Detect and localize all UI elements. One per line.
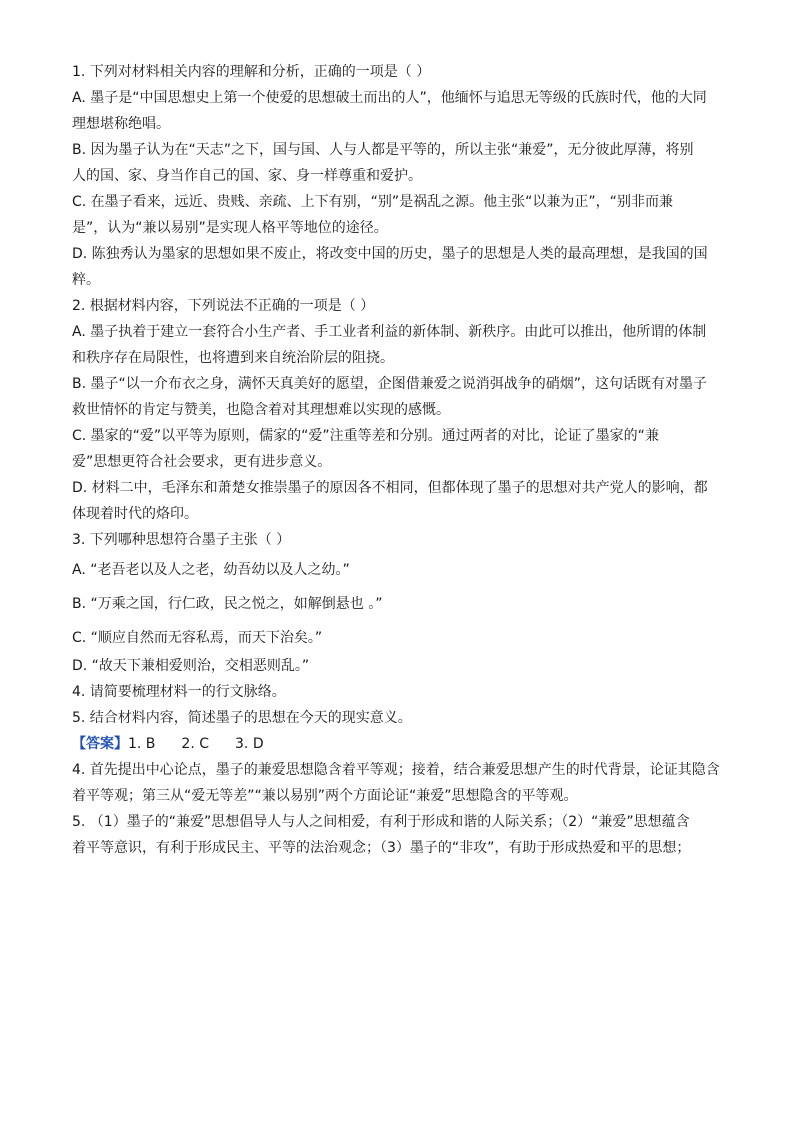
q2-option-b-line-1: B. 墨子“以一介布衣之身，满怀天真美好的愿望，企图借兼爱之说消弭战争的硝烟”，这句话既有对墨子 bbox=[72, 376, 708, 392]
q2-option-d-line-2: 体现着时代的烙印。 bbox=[72, 506, 198, 522]
q1-option-c-line-1: C. 在墨子看来，远近、贵贱、亲疏、上下有别，“别”是祸乱之源。他主张“以兼为正”，“别非而兼 bbox=[72, 194, 673, 210]
q3-option-c: C. “顺应自然而无容私焉，而天下治矣。” bbox=[72, 630, 323, 646]
q1-option-d-line-2: 粹。 bbox=[72, 272, 100, 288]
answer-3: 3. D bbox=[235, 736, 264, 752]
question-4: 4. 请简要梳理材料一的行文脉络。 bbox=[72, 684, 286, 700]
document-page bbox=[72, 62, 722, 858]
q3-option-b: B. “万乘之国，行仁政，民之悦之，如解倒悬也 。” bbox=[72, 596, 383, 612]
q1-option-a-line-1: A. 墨子是“中国思想史上第一个使爱的思想破土而出的人”，他缅怀与追思无等级的氏族时代，他的大同 bbox=[72, 90, 707, 106]
q2-option-d-line-1: D. 材料二中，毛泽东和萧楚女推崇墨子的原因各不相同，但都体现了墨子的思想对共产党人的影响，都 bbox=[72, 480, 708, 496]
q2-option-c-line-1: C. 墨家的“爱”以平等为原则，儒家的“爱”注重等差和分别。通过两者的对比，论证了墨家的“兼 bbox=[72, 428, 659, 444]
answer-tag: 【答案】 bbox=[72, 736, 128, 752]
answer-line bbox=[72, 734, 722, 754]
answer-4-line-2: 着平等观；第三从“爱无等差”“兼以易别”两个方面论证“兼爱”思想隐含的平等观。 bbox=[72, 788, 578, 804]
q2-option-c-line-2: 爱”思想更符合社会要求，更有进步意义。 bbox=[72, 454, 332, 470]
q2-option-a-line-1: A. 墨子执着于建立一套符合小生产者、手工业者利益的新体制、新秩序。由此可以推出，他所谓的体制 bbox=[72, 324, 707, 340]
answer-2: 2. C bbox=[181, 736, 210, 752]
q3-option-a: A. “老吾老以及人之老，幼吾幼以及人之幼。” bbox=[72, 562, 350, 578]
question-5: 5. 结合材料内容，简述墨子的思想在今天的现实意义。 bbox=[72, 710, 412, 726]
q1-option-c-line-2: 是”，认为“兼以易别”是实现人格平等地位的途径。 bbox=[72, 220, 388, 236]
answer-1: 1. B bbox=[128, 736, 156, 752]
question-1-stem: 1. 下列对材料相关内容的理解和分析，正确的一项是（ ） bbox=[72, 64, 431, 80]
q1-option-b-line-1: B. 因为墨子认为在“天志”之下，国与国、人与人都是平等的，所以主张“兼爱”，无分彼此厚薄，将别 bbox=[72, 142, 694, 158]
q2-option-b-line-2: 救世情怀的肯定与赞美，也隐含着对其理想难以实现的感慨。 bbox=[72, 402, 450, 418]
answer-4-line-1: 4. 首先提出中心论点，墨子的兼爱思想隐含着平等观；接着，结合兼爱思想产生的时代背景，论证其隐含 bbox=[72, 762, 720, 778]
question-3-stem: 3. 下列哪种思想符合墨子主张（ ） bbox=[72, 532, 291, 548]
q1-option-a-line-2: 理想堪称绝唱。 bbox=[72, 116, 170, 132]
q1-option-d-line-1: D. 陈独秀认为墨家的思想如果不废止，将改变中国的历史，墨子的思想是人类的最高理想，是我国的国 bbox=[72, 246, 708, 262]
answer-5-line-2: 着平等意识，有利于形成民主、平等的法治观念；（3）墨子的“非攻”，有助于形成热爱和平的思想； bbox=[72, 840, 691, 856]
q3-option-d: D. “故天下兼相爱则治，交相恶则乱。” bbox=[72, 658, 310, 674]
answer-5-line-1: 5. （1）墨子的“兼爱”思想倡导人与人之间相爱，有利于形成和谐的人际关系；（2）“兼爱”思想蕴含 bbox=[72, 814, 690, 830]
question-2-stem: 2. 根据材料内容，下列说法不正确的一项是（ ） bbox=[72, 298, 375, 314]
q1-option-b-line-2: 人的国、家、身当作自己的国、家、身一样尊重和爱护。 bbox=[72, 168, 422, 184]
q2-option-a-line-2: 和秩序存在局限性，也将遭到来自统治阶层的阻挠。 bbox=[72, 350, 394, 366]
